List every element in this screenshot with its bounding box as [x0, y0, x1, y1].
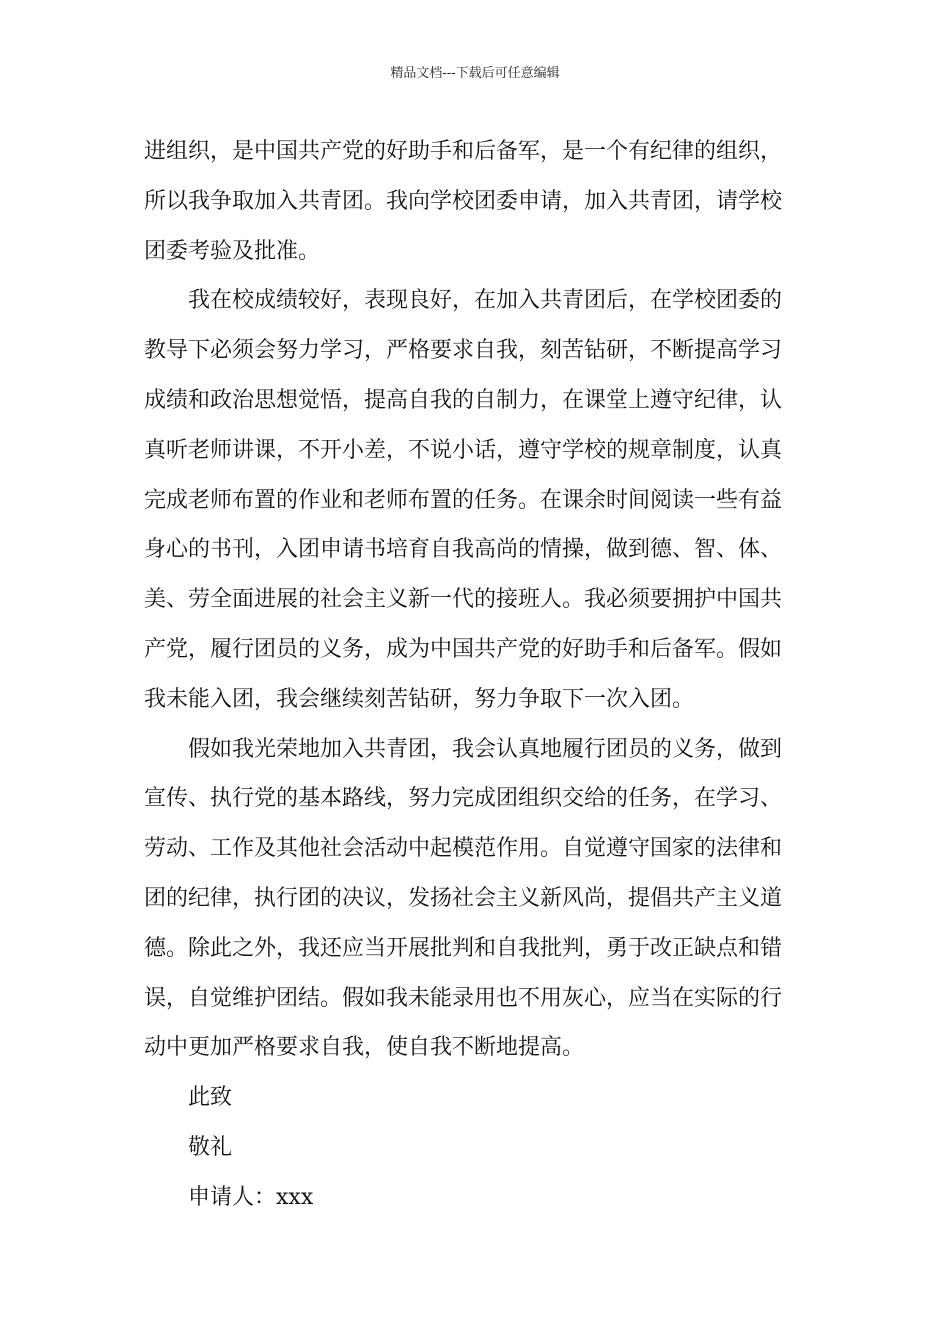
paragraph-1: [144, 127, 806, 276]
regards: 敬礼: [188, 1134, 233, 1160]
text-line: 产党，履行团员的义务，成为中国共产党的好助手和后备军。假如: [144, 636, 783, 662]
letter-body: [144, 127, 806, 1223]
paragraph-2: [144, 276, 806, 724]
text-line: 团的纪律，执行团的决议，发扬社会主义新风尚，提倡共产主义道: [144, 885, 783, 911]
text-line: 假如我光荣地加入共青团，我会认真地履行团员的义务，做到: [188, 736, 783, 762]
text-line: 误，自觉维护团结。假如我未能录用也不用灰心，应当在实际的行: [144, 985, 783, 1011]
text-line: 真听老师讲课，不开小差，不说小话，遵守学校的规章制度，认真: [144, 437, 783, 463]
text-line: 成绩和政治思想觉悟，提高自我的自制力，在课堂上遵守纪律，认: [144, 387, 783, 413]
text-line: 完成老师布置的作业和老师布置的任务。在课余时间阅读一些有益: [144, 487, 783, 513]
text-line: 教导下必须会努力学习，严格要求自我，刻苦钻研，不断提高学习: [144, 338, 783, 364]
text-line: 我在校成绩较好，表现良好，在加入共青团后，在学校团委的: [188, 288, 783, 314]
text-line: 身心的书刊，入团申请书培育自我高尚的情操，做到德、智、体、: [144, 537, 783, 563]
text-line: 进组织，是中国共产党的好助手和后备军，是一个有纪律的组织，: [144, 139, 783, 164]
applicant-signature: 申请人：xxx: [188, 1184, 314, 1210]
text-line: 团委考验及批准。: [144, 238, 321, 264]
text-line: 所以我争取加入共青团。我向学校团委申请，加入共青团，请学校: [144, 188, 783, 214]
text-line: 德。除此之外，我还应当开展批判和自我批判，勇于改正缺点和错: [144, 935, 783, 961]
text-line: 动中更加严格要求自我，使自我不断地提高。: [144, 1035, 585, 1061]
text-line: 劳动、工作及其他社会活动中起模范作用。自觉遵守国家的法律和: [144, 836, 783, 862]
paragraph-3: [144, 725, 806, 1074]
text-line: 宣传、执行党的基本路线，努力完成团组织交给的任务，在学习、: [144, 786, 783, 812]
page-header: 精品文档---下载后可任意编辑: [390, 66, 560, 81]
closing-block: [144, 1073, 806, 1222]
text-line: 美、劳全面进展的社会主义新一代的接班人。我必须要拥护中国共: [144, 587, 783, 613]
text-line: 我未能入团，我会继续刻苦钻研，努力争取下一次入团。: [144, 686, 695, 712]
salutation: 此致: [188, 1085, 233, 1111]
